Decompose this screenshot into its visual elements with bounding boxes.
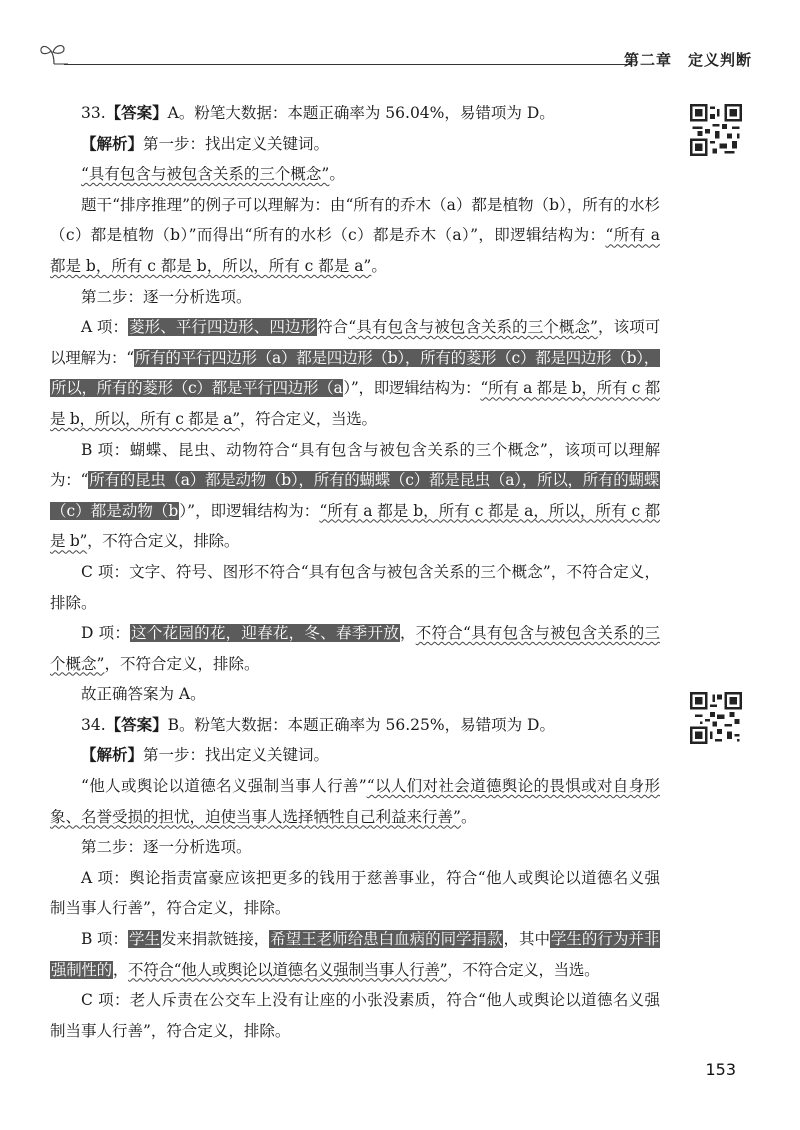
qr-code-icon	[690, 104, 742, 156]
highlight: 所有的平行四边形（a）都是四边形（b），所有的菱形（c）都是四边形（b），所以，所有的菱形（c）都是平行四边形（a	[51, 348, 659, 398]
chapter-title: 第二章 定义判断	[623, 51, 752, 69]
q33-intro: 题干“排序推理”的例子可以理解为：由“所有的乔木（a）都是植物（b），所有的水杉（c）都是植物（b）”而得出“所有的水杉（c）都是乔木（a）”，即逻辑结构为：“所有 a 都是 b，所有 c 都是 b，所以，所有 c 都是 a”。	[50, 195, 660, 275]
answer-content	[50, 98, 660, 1046]
q33-analysis-line: 【解析】第一步：找出定义关键词。	[81, 133, 330, 153]
highlight: 菱形、平行四边形、四边形	[129, 318, 317, 337]
q33-option-d: D 项：这个花园的花，迎春花，冬、春季开放，不符合“具有包含与被包含关系的三个概念”，不符合定义，排除。	[50, 624, 660, 673]
analysis-label: 【解析】	[81, 745, 144, 765]
page-number: 153	[705, 1060, 736, 1079]
q33-answer-line: 33.【答案】A。粉笔大数据：本题正确率为 56.04%，易错项为 D。	[81, 103, 555, 122]
header-rule	[64, 64, 632, 65]
q33-option-a: A 项：菱形、平行四边形、四边形符合“具有包含与被包含关系的三个概念”，该项可以理解为：“所有的平行四边形（a）都是四边形（b），所有的菱形（c）都是四边形（b），所以，所有的菱形（c）都是平行四边形（a）”，即逻辑结构为：“所有 a 都是 b，所有 c 都是 b，所以，所有 c 都是 a”，符合定义，当选。	[50, 318, 661, 428]
highlight: 这个花园的花，迎春花，冬、春季开放	[131, 624, 399, 643]
answer-label: 【答案】	[105, 103, 168, 122]
highlight: 所有的昆虫（a）都是动物（b），所有的蝴蝶（c）都是昆虫（a），所以，所有的蝴蝶（c）都是动物（b	[51, 471, 659, 520]
q34-option-c: C 项：老人斥责在公交车上没有让座的小张没素质，符合“他人或舆论以道德名义强制当事人行善”，符合定义，排除。	[50, 991, 660, 1040]
answer-label: 【答案】	[105, 714, 168, 734]
q34-option-b: B 项：学生发来捐款链接，希望王老师给患白血病的同学捐款，其中学生的行为并非强制性的，不符合“他人或舆论以道德名义强制当事人行善”，不符合定义，当选。	[51, 930, 659, 979]
q33-step2: 第二步：逐一分析选项。	[81, 287, 252, 306]
q33-conclusion: 故正确答案为 A。	[81, 685, 206, 704]
analysis-label: 【解析】	[81, 133, 144, 153]
q34-answer-line: 34.【答案】B。粉笔大数据：本题正确率为 56.25%，易错项为 D。	[81, 714, 555, 734]
q34-analysis-line: 【解析】第一步：找出定义关键词。	[81, 745, 330, 765]
q34-keywords: “他人或舆论以道德名义强制当事人行善”“以人们对社会道德舆论的畏惧或对自身形象、名誉受损的担忧，迫使当事人选择牺牲自己利益来行善”。	[50, 777, 660, 826]
q34-option-a: A 项：舆论指责富豪应该把更多的钱用于慈善事业，符合“他人或舆论以道德名义强制当事人行善”，符合定义，排除。	[50, 868, 660, 918]
q33-option-c: C 项：文字、符号、图形不符合“具有包含与被包含关系的三个概念”，不符合定义，排除。	[50, 562, 660, 612]
page-header	[38, 40, 752, 70]
q33-keyword: “具有包含与被包含关系的三个概念”。	[81, 165, 345, 184]
q34-step2: 第二步：逐一分析选项。	[81, 838, 252, 857]
highlight: 希望王老师给患白血病的同学捐款	[270, 930, 503, 949]
highlight: 学生的行为并非强制性的	[51, 930, 659, 979]
highlight: 学生	[128, 930, 160, 949]
qr-code-icon	[690, 692, 742, 744]
sprout-icon	[38, 40, 68, 66]
q33-option-b: B 项：蝴蝶、昆虫、动物符合“具有包含与被包含关系的三个概念”，该项可以理解为：“所有的昆虫（a）都是动物（b），所有的蝴蝶（c）都是昆虫（a），所以，所有的蝴蝶（c）都是动物（b）”，即逻辑结构为：“所有 a 都是 b，所有 c 都是 a，所以，所有 c 都是 b”，不符合定义，排除。	[50, 440, 661, 551]
